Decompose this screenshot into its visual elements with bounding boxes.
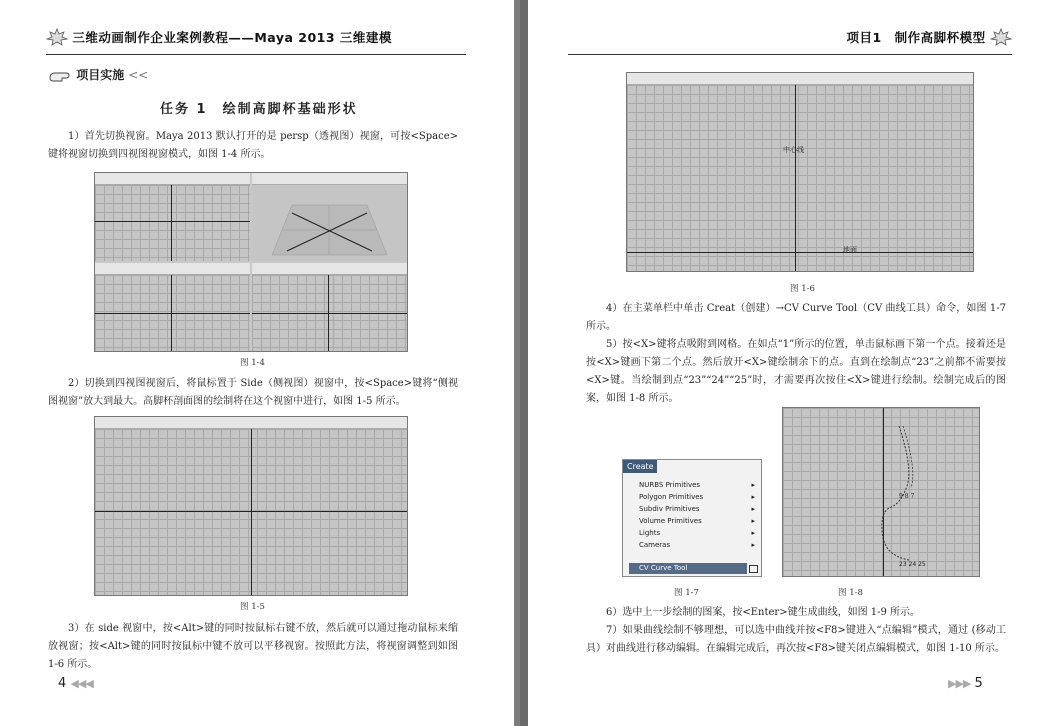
paragraph-2: 2）切换到四视图视窗后，将鼠标置于 Side（侧视图）视窗中，按<Space>键将“侧视图视窗”放大到最大。高脚杯剖面图的绘制将在这个视窗中进行，如图 1-5 所示。 (48, 378, 458, 407)
paragraph-5: 5）按<X>键将点吸附到网格。在如点“1”所示的位置，单击鼠标画下第一个点。接着还是按<X>键画下第二个点。然后放开<X>键绘制余下的点。直到在绘制点“23”之前都不需要按<X>键。当绘制到点“23”“24”“25”时，才需要再次按住<X>键进行绘制。绘制完成后的图案，如图 1-8 所示。 (586, 339, 1006, 404)
submenu-arrow-icon: ▸ (751, 505, 755, 513)
center-line-label: 中心线 (783, 146, 804, 154)
submenu-arrow-icon: ▸ (751, 517, 755, 525)
submenu-arrow-icon: ▸ (751, 541, 755, 549)
submenu-arrow-icon: ▸ (751, 481, 755, 489)
perspective-grid-graphic (252, 185, 407, 261)
profile-curve-graphic (783, 408, 979, 576)
create-menu (622, 459, 762, 577)
curve-point-labels: 23 24 25 (899, 561, 926, 568)
menu-item-cv-curve-tool[interactable]: CV Curve Tool (629, 563, 747, 574)
right-page-header (568, 28, 1012, 55)
viewport-top (95, 173, 250, 261)
page-number-5: 5 (974, 676, 983, 691)
option-box-icon[interactable] (749, 565, 758, 573)
right-header-title: 项目1 制作高脚杯模型 (846, 30, 986, 45)
page-number-4: 4 (58, 676, 67, 691)
figure-1-5-caption: 图 1-5 (240, 602, 265, 612)
menu-item-subdiv-primitives[interactable]: Subdiv Primitives ▸ (639, 505, 755, 513)
hand-pointer-icon (48, 69, 72, 83)
maple-leaf-icon (990, 28, 1012, 46)
section-arrows: << (128, 68, 149, 82)
viewport-front (95, 263, 250, 351)
left-page (0, 0, 514, 726)
paragraph-4: 4）在主菜单栏中单击 Creat（创建）→CV Curve Tool（CV 曲线工具）命令，如图 1-7 所示。 (586, 303, 1006, 332)
menu-item-polygon-primitives[interactable]: Polygon Primitives ▸ (639, 493, 755, 501)
ground-label: 地面 (843, 246, 857, 254)
left-page-header (46, 28, 466, 55)
viewport-side (252, 263, 407, 351)
paragraph-7: 7）如果曲线绘制不够理想，可以选中曲线并按<F8>键进入“点编辑”模式，通过 (移动工具）对曲线进行移动编辑。在编辑完成后，再次按<F8>键关闭点编辑模式，如图 1-10 所示。 (586, 625, 1006, 654)
left-page-number (58, 676, 93, 691)
figure-side-view (94, 416, 408, 596)
menu-item-cameras[interactable]: Cameras ▸ (639, 541, 755, 549)
menu-item-volume-primitives[interactable]: Volume Primitives ▸ (639, 517, 755, 525)
paragraph-6: 6）选中上一步绘制的图案，按<Enter>键生成曲线，如图 1-9 所示。 (606, 607, 921, 618)
paragraph-3: 3）在 side 视窗中，按<Alt>键的同时按鼠标右键不放，然后就可以通过拖动鼠标来缩放视窗；按<Alt>键的同时按鼠标中键不放可以平移视窗。按照此方法，将视窗调整到如图 1-6 所示。 (48, 623, 458, 670)
create-menu-title[interactable]: Create (623, 460, 657, 473)
right-page (528, 0, 1054, 726)
right-page-number (948, 676, 983, 691)
page-gutter-right (520, 0, 528, 726)
task-title: 任务 1 绘制高脚杯基础形状 (160, 102, 358, 117)
figure-1-7-caption: 图 1-7 (674, 588, 699, 598)
page-arrows-right: ▶▶▶ (948, 677, 971, 690)
maple-leaf-icon (46, 28, 68, 46)
viewport-persp (252, 173, 407, 261)
submenu-arrow-icon: ▸ (751, 493, 755, 501)
menu-item-nurbs-primitives[interactable]: NURBS Primitives ▸ (639, 481, 755, 489)
section-label: 项目实施 (76, 68, 125, 82)
figure-adjusted-side-view (626, 72, 974, 272)
figure-1-8-caption: 图 1-8 (838, 588, 863, 598)
page-arrows-left: ◀◀◀ (70, 677, 93, 690)
menu-item-lights[interactable]: Lights ▸ (639, 529, 755, 537)
section-heading (48, 66, 148, 83)
left-header-title: 三维动画制作企业案例教程——Maya 2013 三维建模 (72, 30, 392, 45)
figure-drawn-profile (782, 407, 980, 577)
figure-1-4-caption: 图 1-4 (240, 358, 265, 368)
figure-1-6-caption: 图 1-6 (790, 284, 815, 294)
paragraph-1: 1）首先切换视窗。Maya 2013 默认打开的是 persp（透视图）视窗，可按<Space>键将视窗切换到四视图视窗模式，如图 1-4 所示。 (48, 131, 458, 160)
svg-text:9 8 7: 9 8 7 (899, 493, 915, 500)
figure-four-view (94, 172, 408, 352)
submenu-arrow-icon: ▸ (751, 529, 755, 537)
